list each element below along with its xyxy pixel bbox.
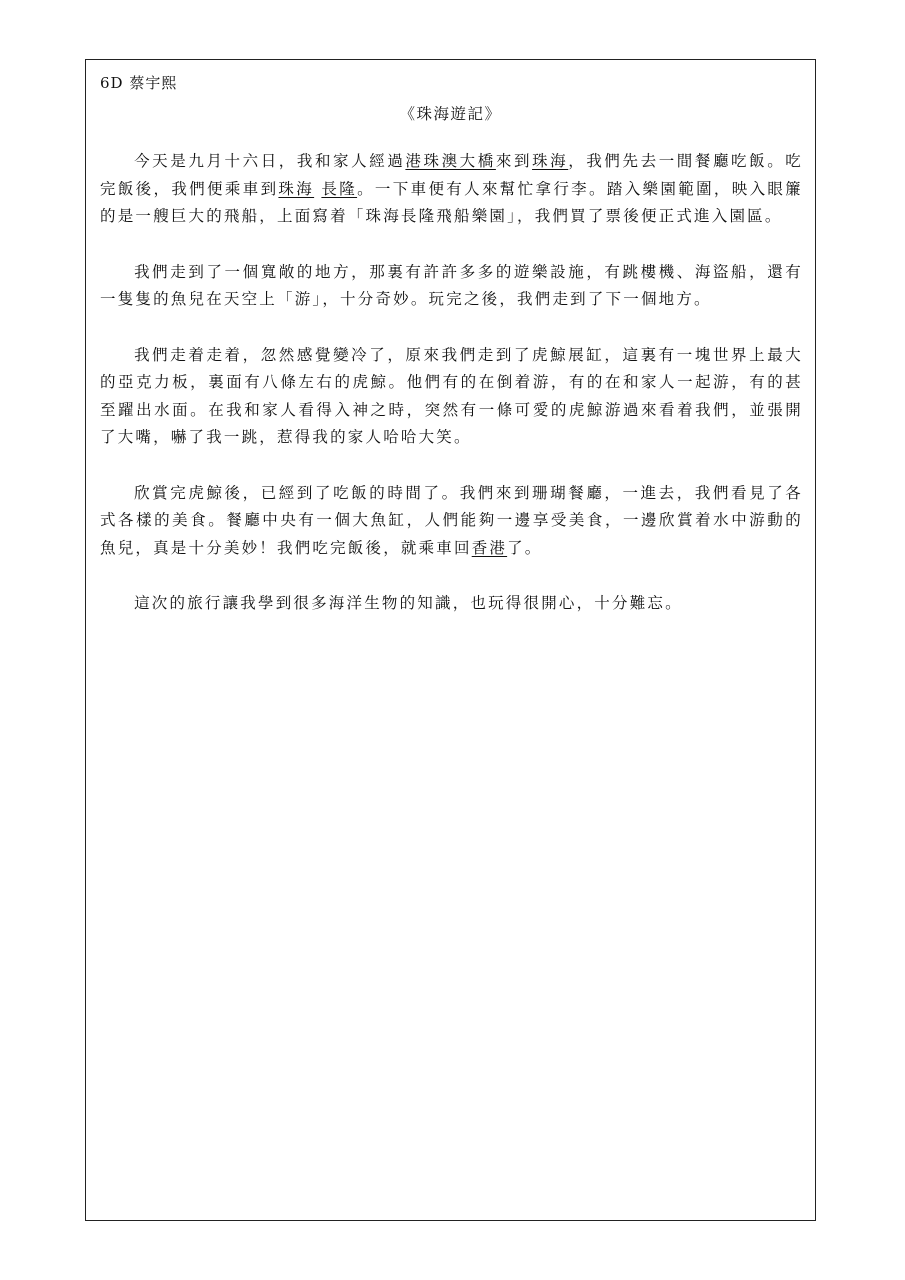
proper-noun-underlined: 港珠澳大橋 — [405, 152, 496, 170]
paragraph-text: 。一下車便有人來幫忙拿行李。踏入樂園範圍，映入眼簾的是一艘巨大的飛船，上面寫着「珠海長隆飛船樂園」，我們買了票後便正式進入園區。 — [100, 179, 803, 225]
essay-paragraph-3 — [100, 342, 803, 452]
essay-paragraph-1 — [100, 148, 803, 231]
paragraph-text: 今天是九月十六日，我和家人經過 — [134, 152, 406, 170]
paragraph-text: 我們走着走着，忽然感覺變冷了，原來我們走到了虎鯨展缸，這裏有一塊世界上最大的亞克力板，裏面有八條左右的虎鯨。他們有的在倒着游，有的在和家人一起游，有的甚至躍出水面。在我和家人看得入神之時，突然有一條可愛的虎鯨游過來看着我們，並張開了大嘴，嚇了我一跳，惹得我的家人哈哈大笑。 — [100, 345, 803, 446]
proper-noun-underlined: 香港 — [471, 538, 508, 557]
paragraph-text: 這次的旅行讓我學到很多海洋生物的知識，也玩得很開心，十分難忘。 — [134, 594, 683, 612]
paragraph-text: 來到 — [495, 152, 533, 170]
author-name: 6D 蔡宇熙 — [100, 74, 178, 92]
proper-noun-underlined: 珠海 — [278, 179, 315, 198]
essay-paragraph-5 — [100, 590, 803, 618]
essay-paragraph-4 — [100, 480, 803, 563]
paragraph-text: 欣賞完虎鯨後，已經到了吃飯的時間了。我們來到珊瑚餐廳，一進去，我們看見了各式各樣的美食。餐廳中央有一個大魚缸，人們能夠一邊享受美食，一邊欣賞着水中游動的魚兒，真是十分美妙！我們吃完飯後，就乘車回 — [100, 483, 803, 557]
essay-paragraph-2 — [100, 259, 803, 314]
paragraph-text: ，我們先去一間餐廳吃飯。吃完飯後，我們便乘車到 — [100, 152, 804, 198]
essay-body — [100, 148, 803, 646]
proper-noun-underlined: 長隆 — [321, 179, 358, 198]
proper-noun-underlined: 珠海 — [532, 152, 569, 170]
paragraph-text: 我們走到了一個寬敞的地方，那裏有許許多多的遊樂設施，有跳樓機、海盜船，還有一隻隻的魚兒在天空上「游」，十分奇妙。玩完之後，我們走到了下一個地方。 — [100, 262, 803, 308]
paragraph-text: 了。 — [507, 538, 543, 557]
essay-title: 《珠海遊記》 — [399, 105, 502, 123]
